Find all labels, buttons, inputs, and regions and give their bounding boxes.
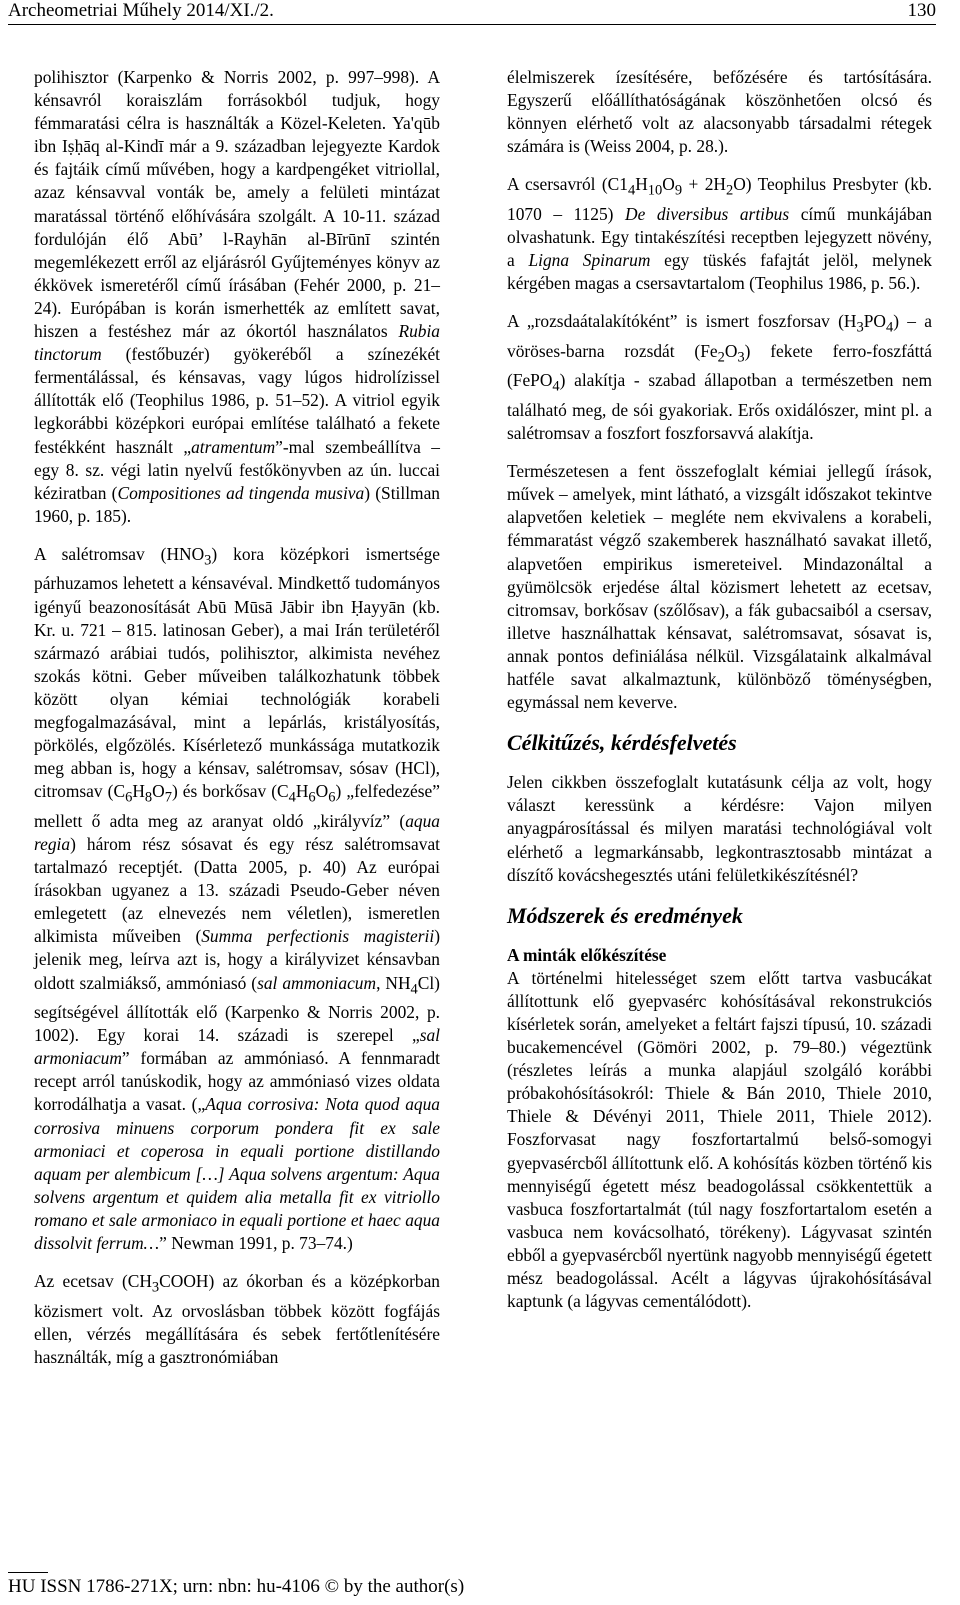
left-column [34, 66, 440, 1369]
paragraph-goals: Jelen cikkben összefoglalt kutatásunk célja az volt, hogy választ keressünk a kérdésre: Vajon milyen anyagpárosítással és milyen maratási technológiával volt elérhető a legmarkánsabb, legkontrasztosabb mintázat a díszítő kovácshegesztés utáni felületkikészítésnél? [507, 772, 932, 885]
paragraph-tannic-acid: A csersavról $(C1_4H_{10}O_9 + 2H_2O)$ Teophilus Presbyter (kb. 1070 – 1125) De diversibus artibus című munkájában olvashatunk. Egy tintakészítési receptben lejegyzett növény, a Ligna Spinarum egy tüskés fafajtát jelöl, melynek kérgében magas a csersavtartalom (Teophilus 1986, p. 56.). [507, 174, 932, 294]
subsection-heading-samples: A minták előkészítése [507, 944, 667, 965]
paragraph-vitriol: polihisztor (Karpenko & Norris 2002, p. 997–998). A kénsavról koraiszlám forrásokból tudjuk, hogy fémmaratási célra is használták a Közel-Keleten. Ya'qūb ibn Iṣḥāq al-Kindī már a 9. században lejegyezte Kardok és fajtáik című művében, hogy a kardpengéket vitriollal, azaz kénsavval vonták be, amely a felületi mintázat maratással történő előhívására szolgált. A 10-11. század fordulóján élő Abū’ l-Rayhān al-Bīrūnī szintén megemlékezett erről az eljárásról Gyűjteményes könyv az ékkövek ismeretéről című írásában (Fehér 2000, p. 21–24). Európában is korán ismerhették az említett savat, hiszen a festéshez már az ókortól használatos Rubia tinctorum (festőbuzér) gyökeréből a színezékét fermentálással, és kénsavas, vagy lúgos hidrolízissel állították elő (Teophilus 1986, p. 51–52). A vitriol egyik legkorábbi középkori európai említése található a fekete festékként használt „atramentum”-mal szembeállítva – egy 8. sz. végi latin nyelvű festőkönyvben az ún. luccai kéziratban (Compositiones ad tingenda musiva) (Stillman 1960, p. 185). [34, 67, 440, 526]
right-column [507, 66, 932, 1313]
paragraph-acetic-acid: Az ecetsav $(CH_3COOH)$ az ókorban és a középkorban közismert volt. Az orvoslásban többek között fogfájás ellen, vérzés megállítására és sebek fertőtlenítésére használták, míg a gasztronómiában [34, 1271, 440, 1367]
paragraph-phosphoric-acid: A „rozsdaátalakítóként” is ismert foszforsav $(H_3PO_4)$ – a vöröses-barna rozsdát $(Fe_2O_3)$ fekete ferro-foszfáttá (FePO$_4$) alakítja - szabad állapotban a természetben nem található meg, de sói gyakoriak. Erős oxidálószer, mint pl. a salétromsav a foszfort foszforsavvá alakítja. [507, 311, 933, 444]
paragraph-food-use: élelmiszerek ízesítésére, befőzésére és tartósítására. Egyszerű előállíthatóságának köszönhetően olcsó és könnyen elérhető volt az alacsonyabb társadalmi rétegek számára is (Weiss 2004, p. 28.). [507, 67, 932, 157]
footer-rule [8, 1572, 48, 1573]
paragraph-summary: Természetesen a fent összefoglalt kémiai jellegű írások, művek – amelyek, mint látható, a vizsgált időszakot tekintve alapvetően keletiek – megléte nem ekvivalens a korabeli, fémmaratást végző szakemberek használható savakat illető, alapvetően empirikus ismereteivel. Mindazonáltal a gyümölcsök erjedése által közismert lehetett az ecetsav, citromsav, borkősav (szőlősav), a fák gubacsaiból a csersav, illetve használhattak kénsavat, salétromsavat, sósavat is, annak pontos definiálása nélkül. Vizsgálataink alkalmával hatféle savat alkalmaztunk, különböző töménységben, egymással nem keverve. [507, 461, 932, 713]
paragraph-samples: A történelmi hitelességet szem előtt tartva vasbucákat állítottunk elő gyepvasérc kohósításával rekonstrukciós kísérletek során, amelyeket a feltárt fajszi típusú, 10. századi bucakemencével (Gömöri 2002, p. 79–80.) végeztünk (részletes leírás a munka alapjául szolgáló korábbi próbakohósításokról: Thiele & Bán 2010, Thiele 2010, Thiele & Dévényi 2011, Thiele 2011, Thiele 2012). Foszforvasat nagy foszfortartalmú belső-somogyi gyepvasércből állítottunk elő. A kohósítás közben történő kis mennyiségű égetett mész beadogolással csökkentettük a vasbuca foszfortartalmát (túl nagy foszfortartalom esetén a vasbuca nem kovácsolható, törékeny). Lágyvasat szintén ebből a gyepvasércből nyertünk nagyobb mennyiségű égetett mész beadogolással. Acélt a lágyvas újrakohósításával kaptunk (a lágyvas cementálódott). [507, 967, 932, 1312]
section-heading-methods: Módszerek és eredmények [507, 902, 743, 928]
section-heading-goals: Célkitűzés, kérdésfelvetés [507, 730, 737, 756]
running-header [8, 0, 936, 25]
paragraph-nitric-acid: A salétromsav $(HNO_3)$ kora középkori ismertsége párhuzamos lehetett a kénsavéval. Mindkettő tudományos igényű beazonosítását Abū Mūsā Jābir ibn Ḥayyān (kb. Kr. u. 721 – 815. latinosan Geber), a mai Irán területéről származó arábiai tudós, polihisztor, alkimista nevéhez szokás kötni. Geber műveiben találkozhatunk többek között olyan kémiai technológiák korabeli megfogalmazásával, mint a lepárlás, kristályosítás, pörkölés, elgőzölés. Kísérletező munkássága mutatkozik meg abban is, hogy a kénsav, salétromsav, sósav (HCl), citromsav $(C_6H_8O_7)$ és borkősav $(C_4H_6O_6)$ „felfedezése” mellett ő adta meg az aranyat oldó „királyvíz” (aqua regia) három rész sósavat és egy rész salétromsavat tartalmazó receptjét. (Datta 2005, p. 40) Az európai írásokban ugyanez a 13. századi Pseudo-Geber néven emlegetett (az elnevezés nem véletlen), ismeretlen alkimista műveiben (Summa perfectionis magisterii) jelenik meg, leírva azt is, hogy a királyvizet kénsavban oldott szalmiákső, ammóniasó (sal ammoniacum, $NH_4Cl$) segítségével állították elő (Karpenko & Norris 2002, p. 1002). Egy korai 14. századi is szerepel „sal armoniacum” formában az ammóniasó. A fennmaradt recept arról tanúskodik, hogy az ammóniasó vizes oldata korrodálhatja a vasat. („Aqua corrosiva: Nota quod aqua corrosiva minuens corporum pondera fit ex sale armoniaci et coperosa in equali portione distillando aquam per alembicum […] Aqua solvens argentum: Aqua solvens argentum et quidem alia metalla fit ex vitriollo romano et sale armoniaco in equali portione et haec aqua dissolvit ferrum…” Newman 1991, p. 73–74.) [34, 543, 440, 1253]
footer-issn: HU ISSN 1786-271X; urn: nbn: hu-4106 © by the author(s) [8, 1576, 465, 1597]
page-number: 130 [907, 0, 936, 21]
journal-title: Archeometriai Műhely 2014/XI./2. [8, 0, 274, 21]
